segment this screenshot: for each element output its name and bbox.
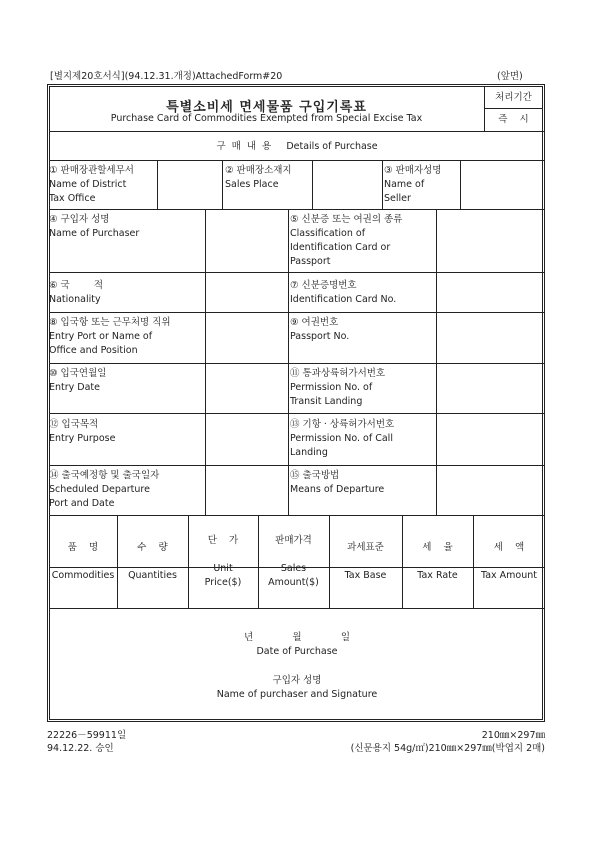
col-quantities-en: Quantities (128, 570, 177, 581)
purchaser-name-label: ④ 구입자 성명 Name of Purchaser (49, 214, 140, 239)
col-tax-rate-ko: 세 율 (422, 542, 453, 553)
col-tax-rate (402, 527, 473, 597)
approval-date: 94.12.22. 승인 (47, 743, 114, 754)
form-code: 22226－59911일 (47, 730, 127, 741)
entry-date-label: ⑩ 입국연월일 Entry Date (49, 368, 107, 393)
col-unit-price (188, 520, 258, 604)
col-tax-base-ko: 과세표준 (347, 542, 384, 553)
entry-port-label: ⑧ 입국항 또는 근무처명 직위 Entry Port or Name of Office and Position (49, 317, 171, 356)
col-commodities-ko: 품 명 (67, 542, 99, 553)
col-commodities-en: Commodities (51, 570, 115, 581)
district-office-label: ① 판매장관할세무서 Name of District Tax Office (49, 165, 134, 204)
id-number-label: ⑦ 신분증명번호 Identification Card No. (290, 280, 397, 305)
section-title-korean: 구 매 내 용 (216, 141, 272, 152)
purchase-date-english: Date of Purchase (256, 646, 338, 657)
col-tax-base-en: Tax Base (344, 570, 387, 581)
side-indicator: (앞면) (497, 71, 523, 82)
section-title (49, 140, 545, 154)
col-unit-price-ko: 단 가 (207, 535, 239, 546)
transit-permission-label: ⑪ 통과상륙허가서번호 Permission No. of Transit Landing (290, 368, 386, 407)
passport-no-label: ⑨ 여권번호 Passport No. (290, 317, 350, 342)
page-size: 210㎜×297㎜ (481, 730, 545, 741)
processing-label: 처리기간 (495, 92, 532, 103)
section-title-english: Details of Purchase (286, 141, 378, 152)
signer-korean: 구입자 성명 (272, 675, 322, 686)
col-tax-amount-en: Tax Amount (480, 570, 538, 581)
purchase-date-korean: 년 월 일 (243, 632, 351, 643)
departure-means-label: ⑮ 출국방법 Means of Departure (290, 470, 385, 495)
col-tax-amount-ko: 세 액 (493, 542, 525, 553)
departure-label: ⑭ 출국예정항 및 출국일자 Scheduled Departure Port and Date (49, 470, 160, 509)
col-tax-base (329, 527, 402, 597)
col-commodities (49, 527, 117, 597)
sales-place-label: ② 판매장소재지 Sales Place (225, 165, 292, 190)
signer-english: Name of purchaser and Signature (216, 689, 378, 700)
col-quantities (117, 527, 188, 597)
col-sales-amount-ko: 판매가격 (275, 535, 312, 546)
id-classification-label: ⑤ 신분증 또는 여권의 종류 Classification of Identification Card or Passport (290, 214, 403, 267)
col-sales-amount-en: Sales Amount($) (268, 563, 319, 588)
nationality-label: ⑥ 국 적 Nationality (49, 280, 104, 305)
paper-spec: (신문용지 54g/㎡)210㎜×297㎜(박엽지 2매) (350, 743, 545, 754)
col-tax-amount (473, 527, 545, 597)
col-tax-rate-en: Tax Rate (417, 570, 458, 581)
col-unit-price-en: Unit Price($) (204, 563, 242, 588)
seller-label: ③ 판매자성명 Name of Seller (384, 165, 442, 204)
col-quantities-ko: 수 량 (137, 542, 168, 553)
call-permission-label: ⑬ 기항 · 상륙허가서번호 Permission No. of Call Landing (290, 419, 395, 458)
entry-purpose-label: ⑫ 입국목적 Entry Purpose (49, 419, 116, 444)
title-english: Purchase Card of Commodities Exempted from Special Excise Tax (110, 113, 423, 124)
col-sales-amount (258, 520, 329, 604)
title-korean: 특별소비세 면세물품 구입기록표 (166, 100, 367, 115)
processing-value: 즉 시 (498, 114, 529, 125)
form-id: [별지제20호서식](94.12.31.개정)AttachedForm#20 (50, 71, 283, 82)
